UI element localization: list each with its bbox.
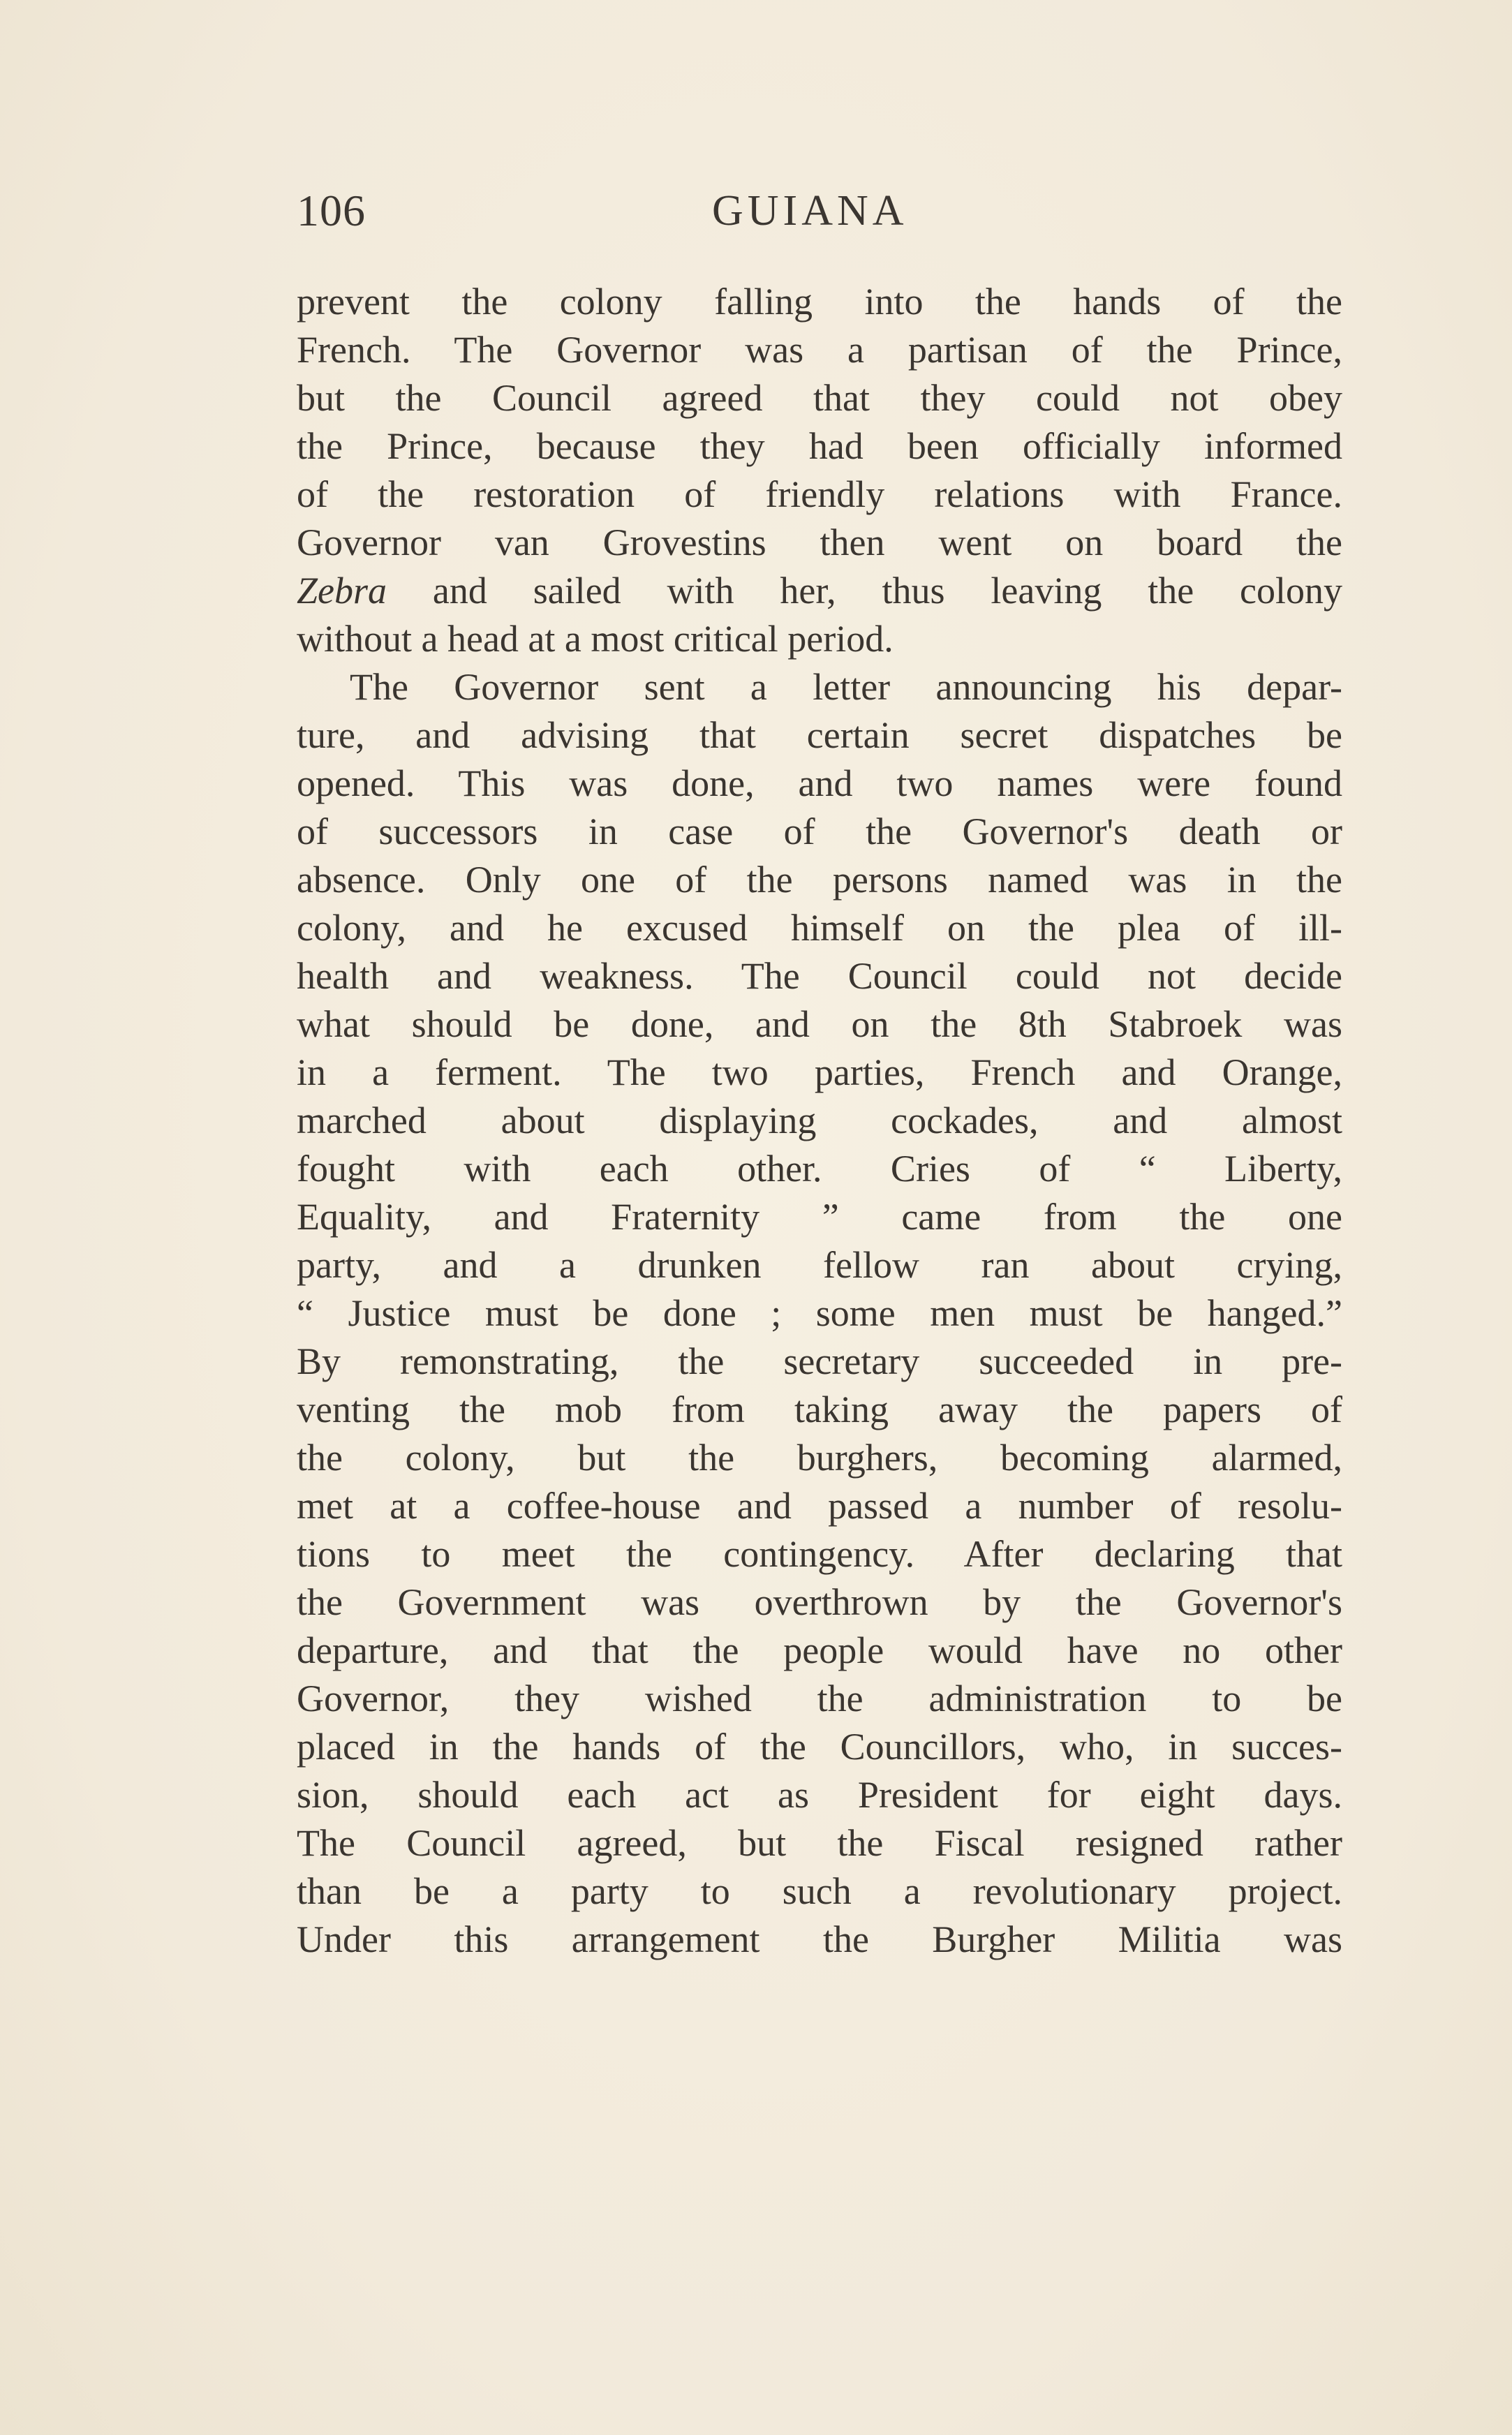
body-text: [297, 278, 1342, 1964]
text-line: but the Council agreed that they could not obey: [297, 377, 1342, 419]
text-line: “ Justice must be done ; some men must be hanged.”: [297, 1292, 1342, 1334]
text-line: [297, 567, 1342, 615]
text-line: without a head at a most critical period.: [297, 618, 894, 660]
running-title: GUIANA: [712, 187, 908, 235]
text-line: party, and a drunken fellow ran about crying,: [297, 1244, 1342, 1286]
text-line: prevent the colony falling into the hands of the: [297, 281, 1342, 323]
page-number: 106: [297, 186, 366, 235]
text-line: By remonstrating, the secretary succeeded in pre-: [297, 1340, 1342, 1382]
text-line: Equality, and Fraternity ” came from the one: [297, 1196, 1342, 1238]
text-line: colony, and he excused himself on the plea of ill-: [297, 907, 1342, 949]
text-line: the colony, but the burghers, becoming alarmed,: [297, 1437, 1342, 1479]
text-line: in a ferment. The two parties, French and Orange,: [297, 1051, 1342, 1093]
text-line: the Government was overthrown by the Governor's: [297, 1581, 1342, 1623]
text-line: absence. Only one of the persons named was in the: [297, 859, 1342, 901]
text-line: tions to meet the contingency. After declaring that: [297, 1533, 1342, 1575]
text-line: venting the mob from taking away the papers of: [297, 1389, 1342, 1430]
text-line: of successors in case of the Governor's death or: [297, 811, 1342, 852]
text-line-rest: and sailed with her, thus leaving the colony: [432, 570, 1342, 612]
text-line: The Council agreed, but the Fiscal resigned rather: [297, 1822, 1342, 1864]
text-line: than be a party to such a revolutionary project.: [297, 1870, 1342, 1912]
text-line: placed in the hands of the Councillors, who, in succes-: [297, 1726, 1342, 1768]
text-line: Governor, they wished the administration to be: [297, 1678, 1342, 1719]
text-line: fought with each other. Cries of “ Liberty,: [297, 1148, 1342, 1190]
text-line: of the restoration of friendly relations with France.: [297, 473, 1342, 515]
text-line: marched about displaying cockades, and almost: [297, 1100, 1342, 1141]
text-line: what should be done, and on the 8th Stabroek was: [297, 1003, 1342, 1045]
text-line: The Governor sent a letter announcing his depar-: [350, 666, 1342, 708]
text-line: Under this arrangement the Burgher Militia was: [297, 1918, 1342, 1960]
page-header: [297, 183, 1344, 239]
text-line: French. The Governor was a partisan of the Prince,: [297, 329, 1342, 371]
text-line: the Prince, because they had been officially informed: [297, 425, 1342, 467]
text-line: Governor van Grovestins then went on board the: [297, 521, 1342, 563]
text-line: sion, should each act as President for eight days.: [297, 1774, 1342, 1816]
ship-name: Zebra: [297, 570, 387, 612]
text-line: opened. This was done, and two names were found: [297, 762, 1342, 804]
text-line: departure, and that the people would have no other: [297, 1629, 1342, 1671]
text-line: ture, and advising that certain secret dispatches be: [297, 714, 1342, 756]
text-line: met at a coffee-house and passed a number of resolu-: [297, 1485, 1342, 1527]
text-line: health and weakness. The Council could not decide: [297, 955, 1342, 997]
